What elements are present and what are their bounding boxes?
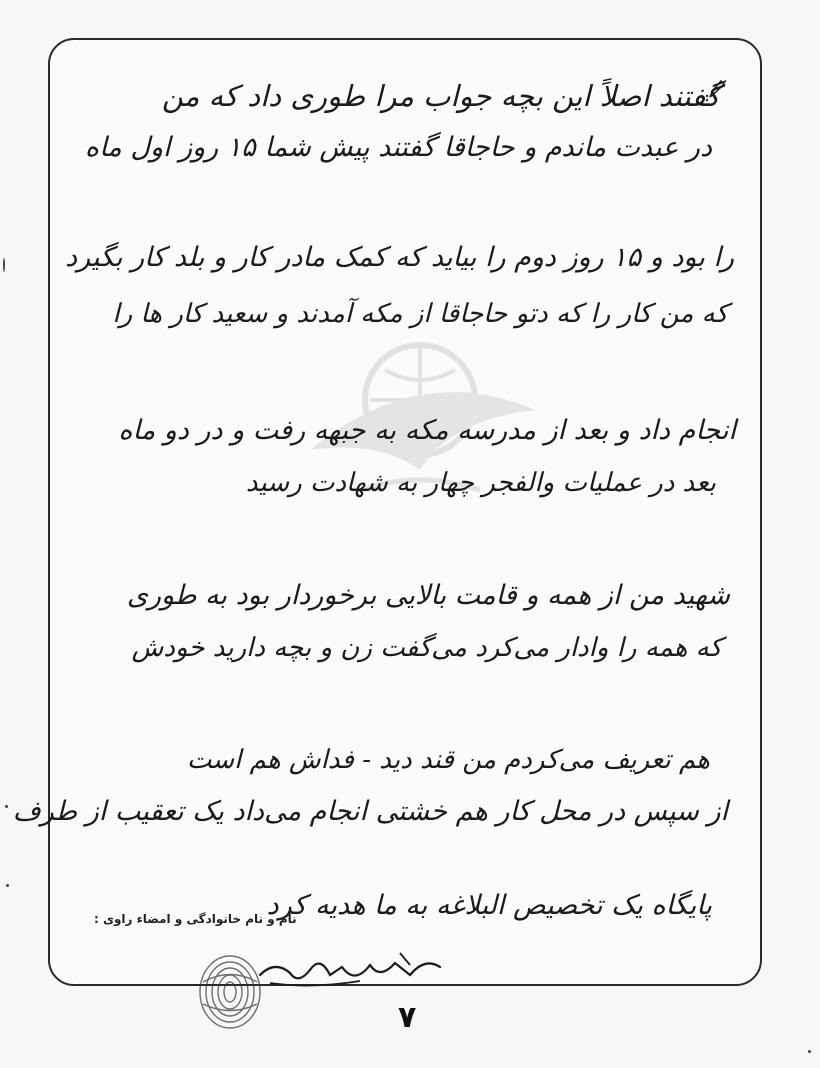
handwritten-signature — [250, 945, 450, 995]
narrator-signature-label: نام و نام خانوادگی و امضاء راوی : — [94, 912, 297, 926]
handwritten-line-5: انجام داد و بعد از مدرسه مکه به جبهه رفت و در دو ماه — [118, 415, 736, 446]
handwritten-line-8: که همه را وادار می‌کرد می‌گفت زن و بچه دارید خودش — [131, 633, 722, 663]
handwritten-line-7: شهید من از همه و قامت بالایی برخوردار بود به طوری — [126, 580, 730, 611]
page-number: ۷ — [398, 1000, 417, 1035]
handwritten-line-3: را بود و ۱۵ روز دوم را بیاید که کمک مادر کار و بلد کار بگیرد — [65, 242, 734, 273]
handwritten-line-9: هم تعریف می‌کردم من قند دید - فداش هم است — [186, 745, 710, 775]
scan-edge-mark — [3, 258, 5, 272]
handwritten-line-2: در عبدت ماندم و حاجاقا گفتند پیش شما ۱۵ روز اول ماه — [84, 132, 712, 163]
scan-edge-mark — [6, 884, 9, 887]
scan-edge-mark — [808, 1050, 811, 1053]
handwritten-line-1: گفتند اصلاً این بچه جواب مرا طوری داد که من — [161, 79, 720, 113]
handwritten-line-11: پایگاه یک تخصیص البلاغه به ما هدیه کرد — [266, 890, 712, 921]
handwritten-line-4: که من کار را که دتو حاجاقا از مکه آمدند و سعید کار ها را — [112, 299, 728, 329]
scan-edge-mark — [5, 805, 8, 808]
fingerprint-mark — [195, 952, 265, 1032]
handwritten-line-10: از سپس در محل کار هم خشتی انجام می‌داد یک تعقیب از طرف — [12, 796, 728, 827]
handwritten-line-6: بعد در عملیات والفجر چهار به شهادت رسید — [245, 468, 716, 498]
